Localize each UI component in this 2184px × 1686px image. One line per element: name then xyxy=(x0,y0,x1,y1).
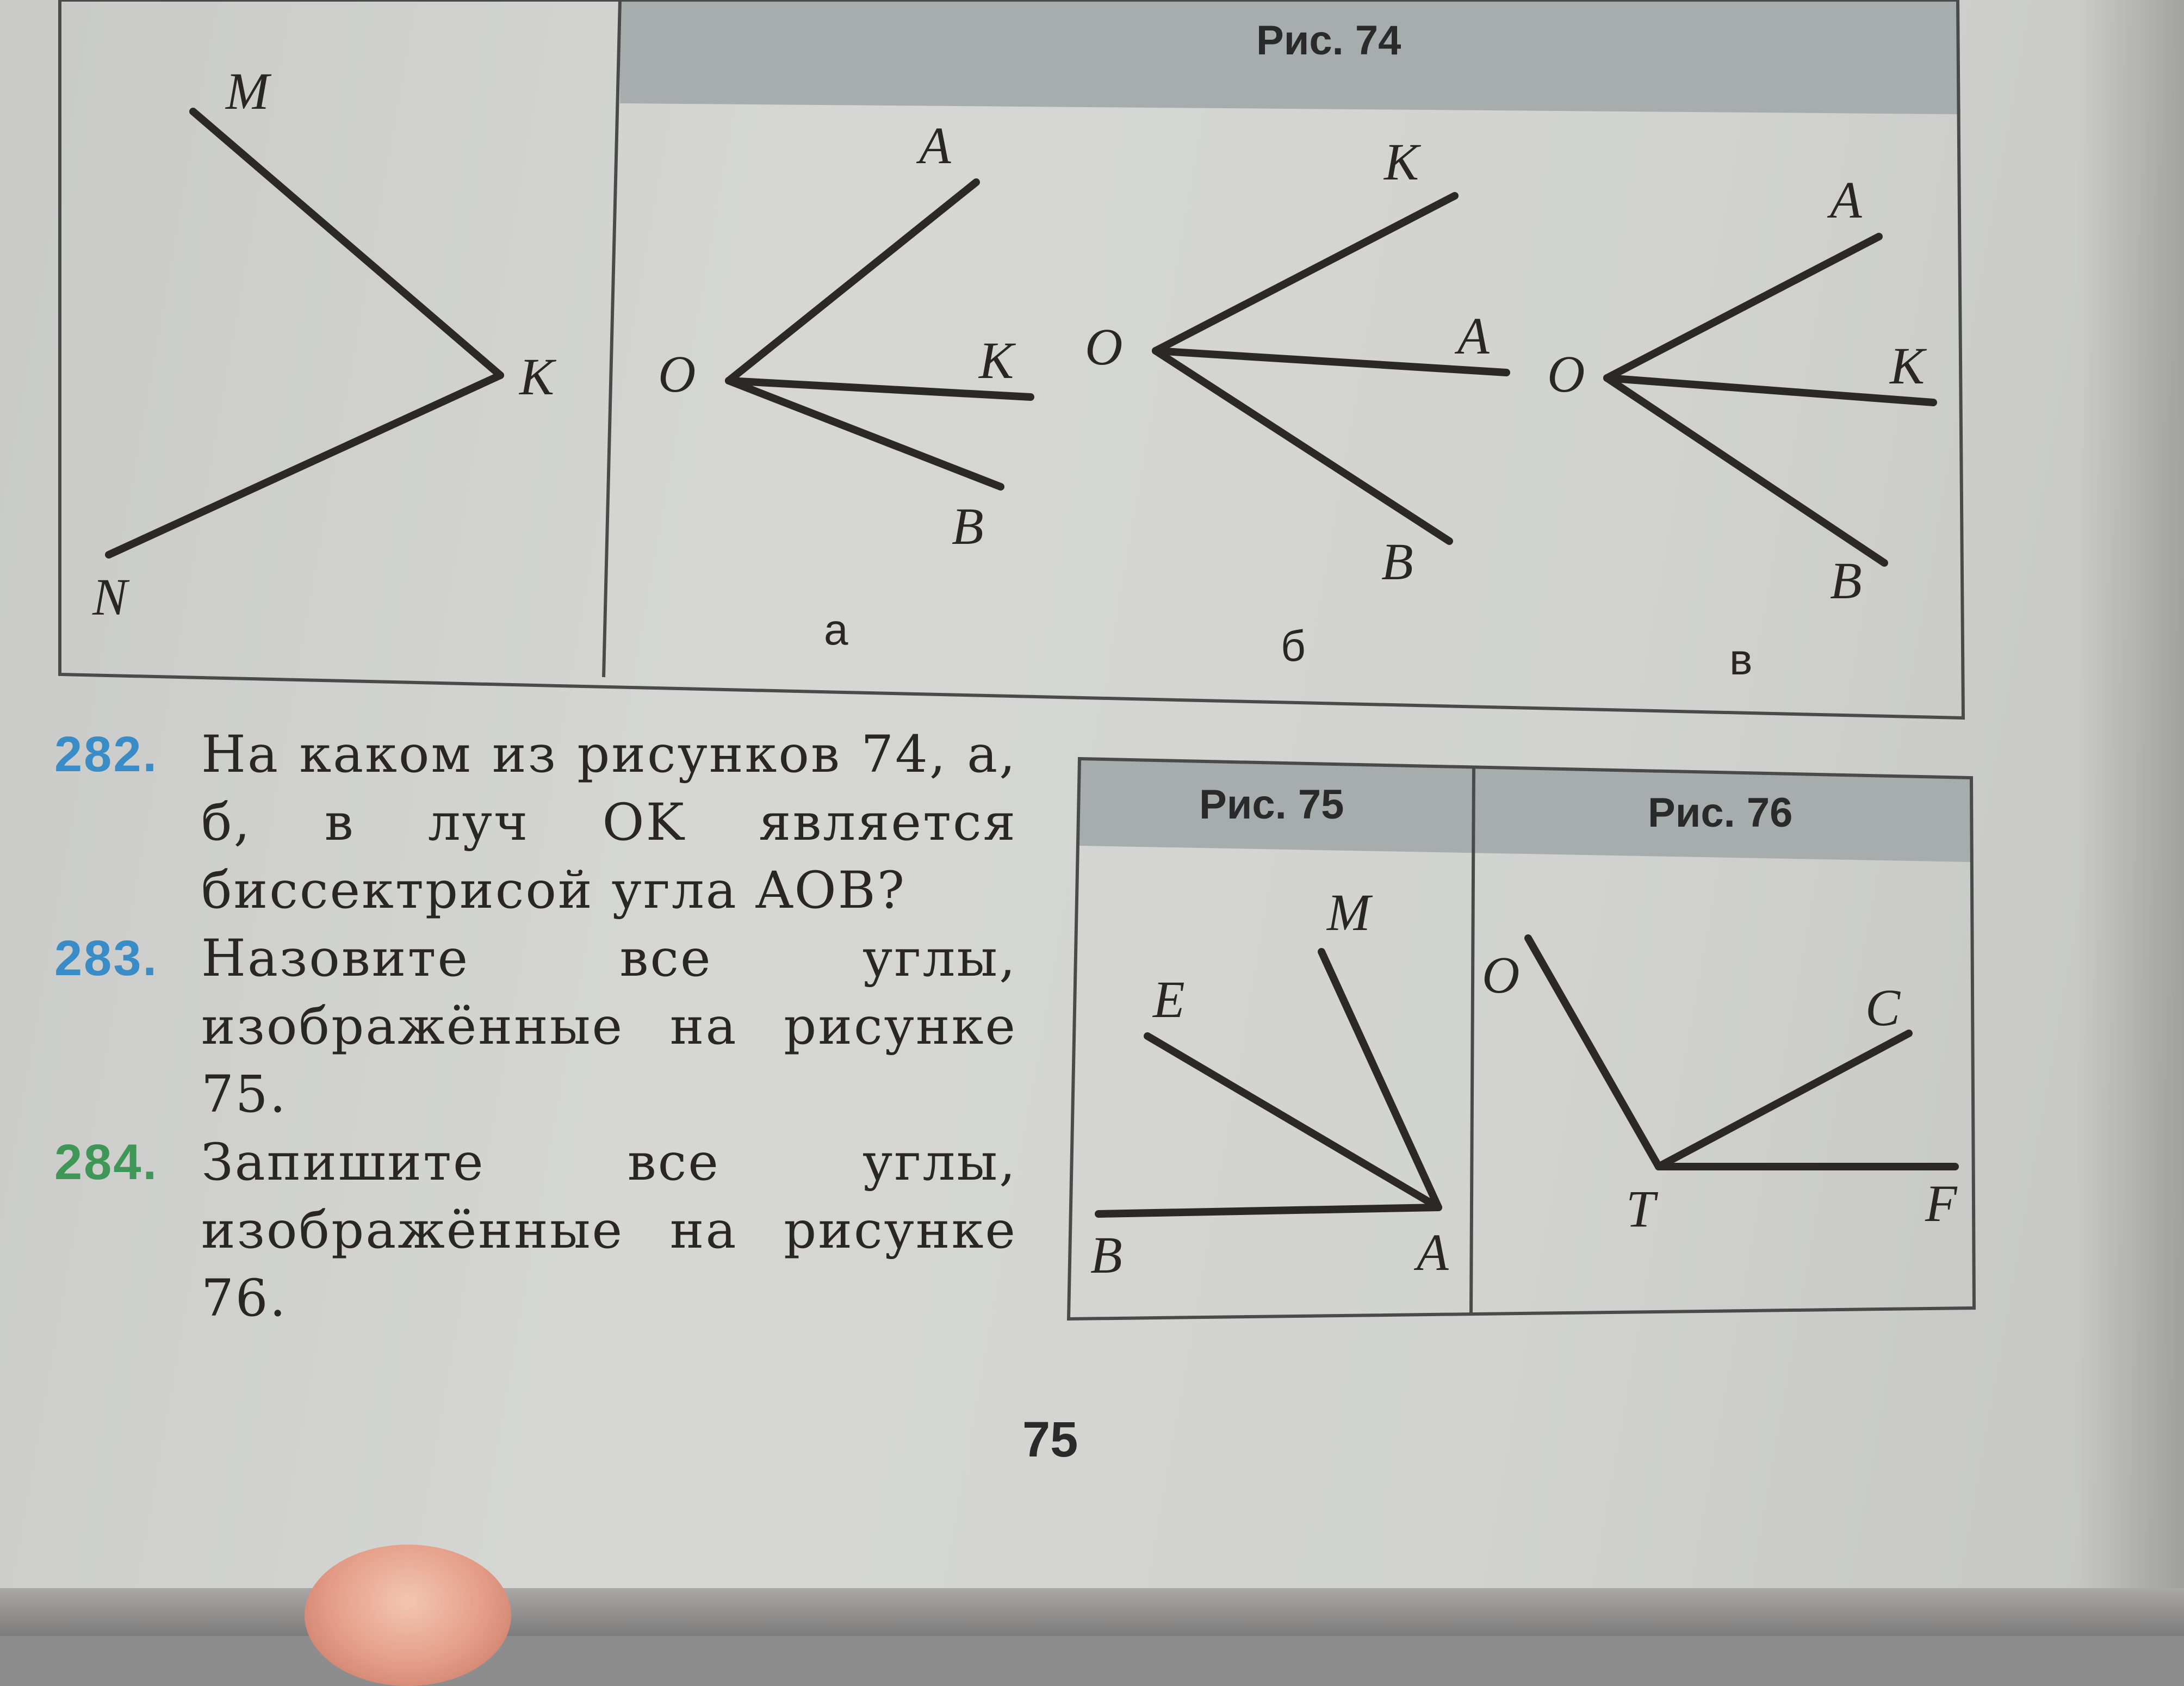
point-label-o: O xyxy=(1482,946,1520,1004)
point-label-a: A xyxy=(1457,307,1490,365)
fig74-panel-v xyxy=(1547,171,1933,684)
thumb xyxy=(305,1545,511,1686)
point-label-b: B xyxy=(1381,532,1413,591)
point-label-t: T xyxy=(1626,1180,1655,1238)
point-label-a: A xyxy=(1417,1223,1449,1281)
ray-tc xyxy=(1659,1033,1909,1167)
point-label-n: N xyxy=(92,568,128,626)
ray-oa xyxy=(1607,237,1879,378)
page-number: 75 xyxy=(1022,1412,1078,1467)
figure-75 xyxy=(1090,782,1449,1284)
point-label-m: M xyxy=(226,62,269,120)
sublabel-v: в xyxy=(1729,635,1753,684)
ray-ae xyxy=(1147,1036,1438,1207)
point-label-k: K xyxy=(1384,133,1419,191)
point-label-e: E xyxy=(1153,970,1185,1028)
figure-74 xyxy=(60,0,1963,718)
point-label-c: C xyxy=(1865,978,1901,1037)
ray-ab xyxy=(1099,1207,1438,1214)
point-label-o: O xyxy=(658,345,696,403)
task-number: 282. xyxy=(54,727,159,782)
task-text: На каком из рисунков 74, а, б, в луч OK является биссектрисой угла AOB? xyxy=(201,725,1017,920)
point-label-b: B xyxy=(1830,551,1862,610)
fig74-panel-a xyxy=(658,116,1031,654)
point-label-k: K xyxy=(979,331,1014,389)
point-label-m: M xyxy=(1327,883,1370,941)
ray-to xyxy=(1528,938,1659,1167)
fig74-caption: Рис. 74 xyxy=(1256,17,1401,64)
fig75-caption: Рис. 75 xyxy=(1199,782,1344,828)
point-label-a: A xyxy=(919,116,951,175)
ray-ob xyxy=(1607,378,1884,563)
task-text: Назовите все углы, изображённые на рисунке 75. xyxy=(201,929,1017,1124)
task-number: 283. xyxy=(54,931,159,986)
task-284 xyxy=(54,1129,1017,1332)
task-number: 284. xyxy=(54,1135,159,1190)
ray-ok xyxy=(1607,378,1933,402)
point-label-o: O xyxy=(1085,318,1123,376)
point-label-o: O xyxy=(1547,345,1585,403)
figures-75-76 xyxy=(1069,759,1974,1319)
fig74-panel-b xyxy=(1085,133,1506,670)
task-283 xyxy=(54,925,1017,1129)
sublabel-b: б xyxy=(1281,622,1306,670)
point-label-b: B xyxy=(1090,1226,1122,1284)
task-282 xyxy=(54,721,1017,925)
ray-km xyxy=(193,111,500,375)
point-label-k: K xyxy=(1890,337,1925,395)
task-text: Запишите все углы, изображённые на рисунке 76. xyxy=(201,1133,1017,1328)
ray-ob xyxy=(1156,351,1449,541)
ray-oa xyxy=(729,182,976,381)
point-label-b: B xyxy=(952,497,984,555)
sublabel-a: а xyxy=(824,605,848,654)
fig74-divider xyxy=(604,0,620,677)
task-list xyxy=(54,721,1017,1332)
ray-kn xyxy=(109,375,500,555)
ray-oa xyxy=(1156,351,1506,373)
fig76-caption: Рис. 76 xyxy=(1648,790,1793,836)
ray-ok xyxy=(1156,196,1455,351)
point-label-a: A xyxy=(1830,171,1862,229)
angle-mkn xyxy=(92,62,557,626)
point-label-f: F xyxy=(1925,1174,1957,1232)
point-label-k: K xyxy=(519,348,555,406)
